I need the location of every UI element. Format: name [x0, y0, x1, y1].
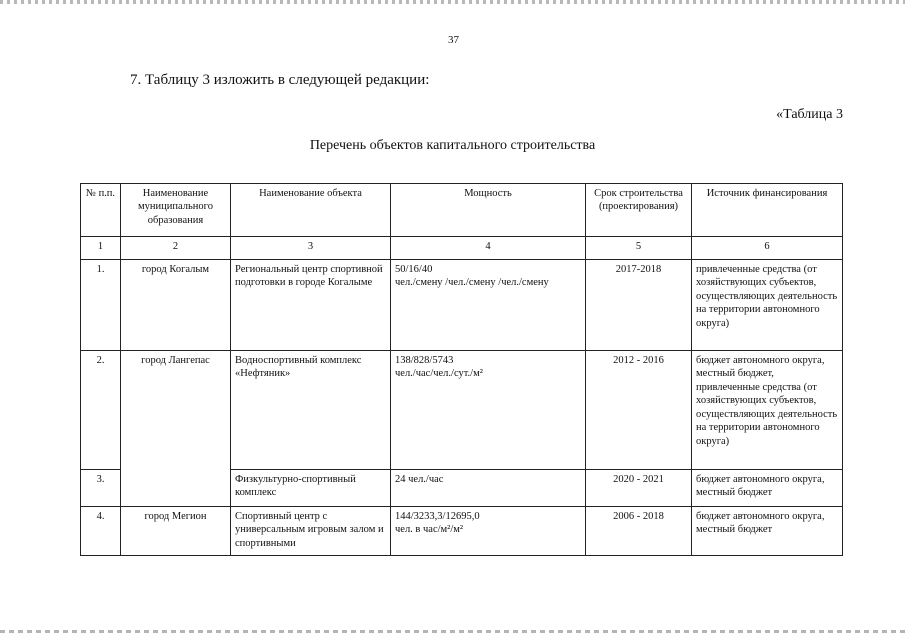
capacity-value: 24 чел./час [395, 474, 444, 485]
period-cell: 2017-2018 [586, 260, 692, 351]
row-number: 2. [81, 351, 121, 470]
capacity-value: 138/828/5743 [395, 355, 454, 366]
municipality-cell: город Мегион [121, 507, 231, 556]
column-number: 6 [692, 237, 843, 260]
table-title: Перечень объектов капитального строительства [309, 138, 596, 153]
table-row [81, 351, 843, 470]
capacity-cell [391, 351, 586, 470]
column-number: 5 [586, 237, 692, 260]
source-cell: бюджет автономного округа, местный бюджет [692, 470, 843, 507]
column-number: 4 [391, 237, 586, 260]
capacity-cell [391, 470, 586, 507]
scan-edge-top [0, 0, 905, 4]
column-number: 3 [231, 237, 391, 260]
period-cell: 2006 - 2018 [586, 507, 692, 556]
object-cell: Региональный центр спортивной подготовки в городе Когалыме [231, 260, 391, 351]
amendment-instruction: 7. Таблицу 3 изложить в следующей редакции: [130, 72, 430, 88]
header-period: Срок строительства (проектирования) [586, 184, 692, 237]
capacity-unit: чел./смену /чел./смену /чел./смену [395, 277, 549, 289]
header-object: Наименование объекта [231, 184, 391, 237]
period-cell: 2012 - 2016 [586, 351, 692, 470]
row-number: 4. [81, 507, 121, 556]
object-cell: Водноспортивный комплекс «Нефтяник» [231, 351, 391, 470]
capacity-value: 50/16/40 [395, 264, 433, 275]
source-cell: бюджет автономного округа, местный бюджет [692, 507, 843, 556]
period-cell: 2020 - 2021 [586, 470, 692, 507]
capacity-cell [391, 507, 586, 556]
header-row [81, 184, 843, 237]
row-number: 3. [81, 470, 121, 507]
capital-construction-table [80, 183, 843, 556]
column-number: 1 [81, 237, 121, 260]
capacity-value: 144/3233,3/12695,0 [395, 511, 480, 522]
header-source: Источник финансирования [692, 184, 843, 237]
capacity-unit: чел./час/чел./сут./м² [395, 368, 483, 380]
table-row [81, 260, 843, 351]
table-row [81, 507, 843, 556]
source-cell: бюджет автономного округа, местный бюджет, привлеченные средства (от хозяйствующих субъектов, осуществляющих деятельность на территории автономного округа) [692, 351, 843, 470]
capacity-cell [391, 260, 586, 351]
municipality-cell: город Когалым [121, 260, 231, 351]
capacity-unit: чел. в час/м²/м² [395, 524, 464, 536]
header-capacity: Мощность [391, 184, 586, 237]
column-number-row [81, 237, 843, 260]
object-cell: Физкультурно-спортивный комплекс [231, 470, 391, 507]
column-number: 2 [121, 237, 231, 260]
source-cell: привлеченные средства (от хозяйствующих субъектов, осуществляющих деятельность на территории автономного округа) [692, 260, 843, 351]
municipality-cell: город Лангепас [121, 351, 231, 507]
object-cell: Спортивный центр с универсальным игровым залом и спортивными [231, 507, 391, 556]
scan-edge-bottom [0, 630, 905, 633]
page-number: 37 [448, 34, 459, 46]
header-municipality: Наименование муниципального образования [121, 184, 231, 237]
header-num: № п.п. [81, 184, 121, 237]
row-number: 1. [81, 260, 121, 351]
table-label: «Таблица 3 [776, 107, 843, 122]
